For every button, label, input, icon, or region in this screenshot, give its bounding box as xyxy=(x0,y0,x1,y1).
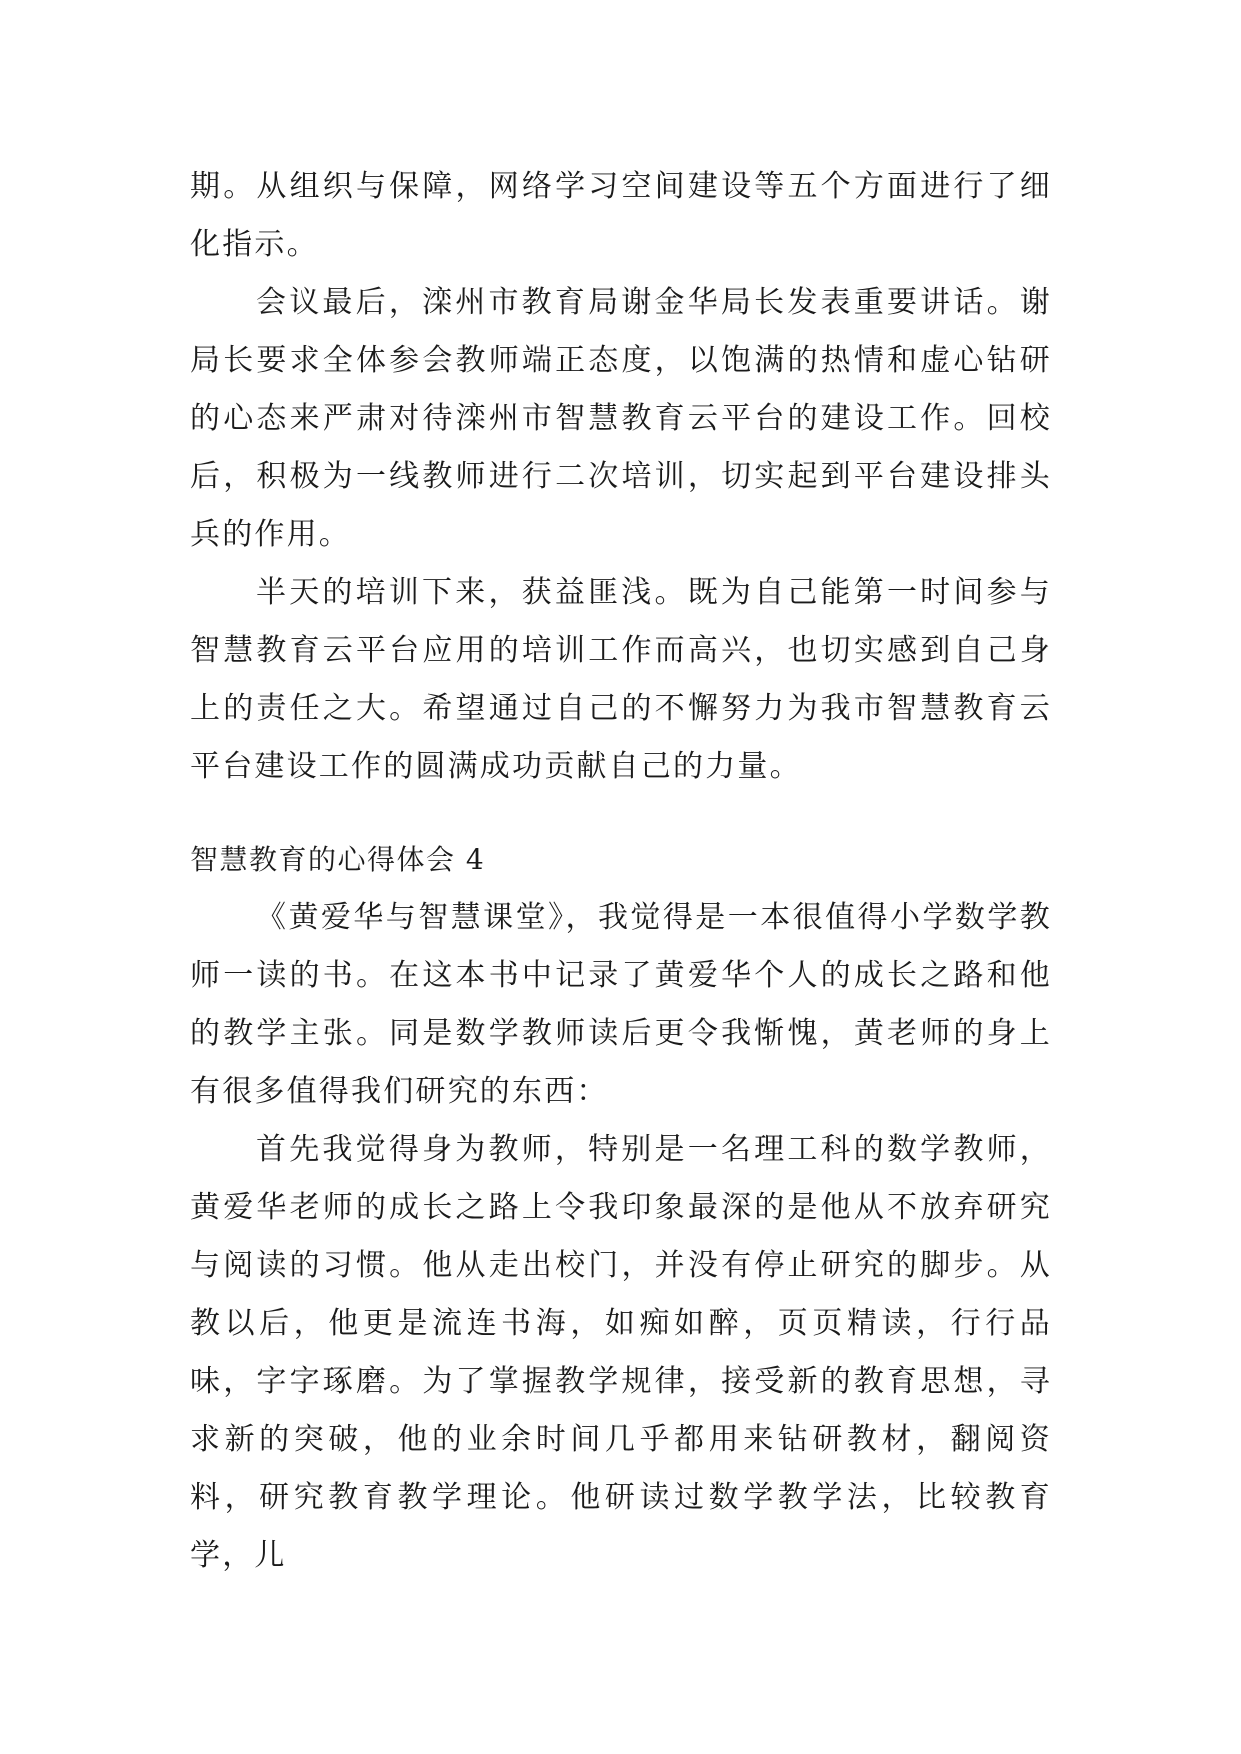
section-1-text xyxy=(190,158,1052,796)
continuation-paragraph: 期。从组织与保障，网络学习空间建设等五个方面进行了细化指示。 xyxy=(190,169,1052,262)
section-heading: 智慧教育的心得体会 4 xyxy=(190,843,486,876)
section-2-text xyxy=(190,801,1052,1585)
paragraph-meeting-speech: 会议最后，滦州市教育局谢金华局长发表重要讲话。谢局长要求全体参会教师端正态度，以饱满的热情和虚心钻研的心态来严肃对待滦州市智慧教育云平台的建设工作。回校后，积极为一线教师进行二次培训，切实起到平台建设排头兵的作用。 xyxy=(190,285,1052,552)
paragraph-book-intro: 《黄爱华与智慧课堂》，我觉得是一本很值得小学数学教师一读的书。在这本书中记录了黄爱华个人的成长之路和他的教学主张。同是数学教师读后更令我惭愧，黄老师的身上有很多值得我们研究的东西： xyxy=(190,900,1052,1109)
paragraph-research-habit: 首先我觉得身为教师，特别是一名理工科的数学教师，黄爱华老师的成长之路上令我印象最深的是他从不放弃研究与阅读的习惯。他从走出校门，并没有停止研究的脚步。从教以后，他更是流连书海，如痴如醉，页页精读，行行品味，字字琢磨。为了掌握教学规律，接受新的教育思想，寻求新的突破，他的业余时间几乎都用来钻研教材，翻阅资料，研究教育教学理论。他研读过数学教学法，比较教育学，儿 xyxy=(190,1132,1052,1573)
paragraph-training-summary: 半天的培训下来，获益匪浅。既为自己能第一时间参与智慧教育云平台应用的培训工作而高兴，也切实感到自己身上的责任之大。希望通过自己的不懈努力为我市智慧教育云平台建设工作的圆满成功贡献自己的力量。 xyxy=(190,575,1052,784)
